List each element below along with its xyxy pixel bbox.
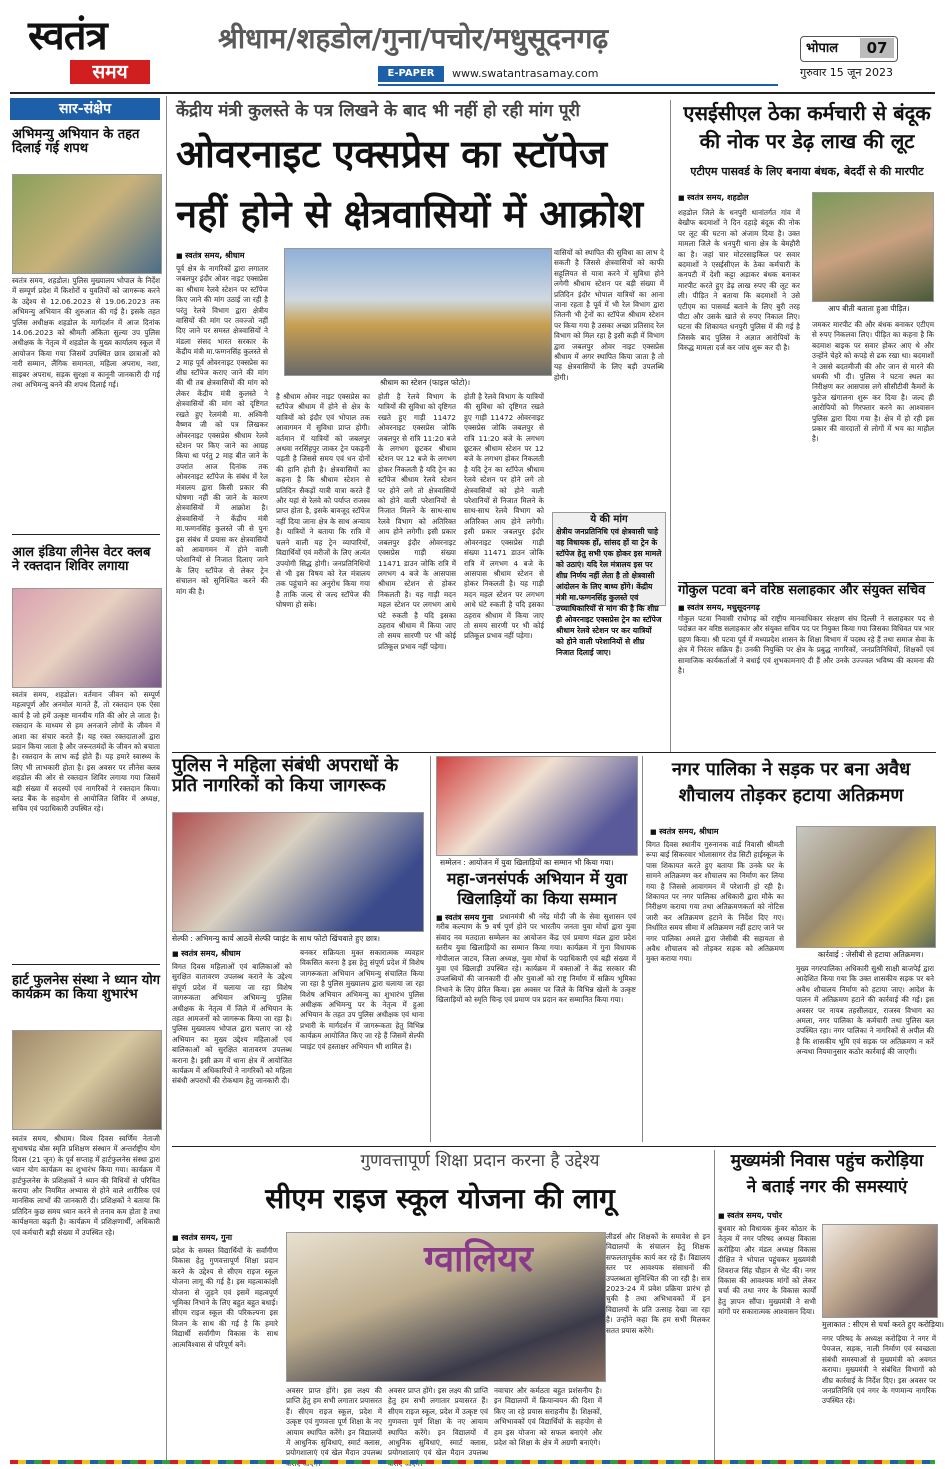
sidebar-photo-2 xyxy=(12,588,162,688)
kodiya-column-1: बुधवार को विधायक कुंवर कोठार के नेतृत्व में नगर परिषद अध्यक्ष विकास करोड़िया और मंडल अध्यक्ष विकास दीक्षित ने भोपाल पहुंचकर मुख्यमंत्री शिवराज सिंह चौहान से भेंट की। नगर विकास की आवश्यक मांगों को लेकर चर्चा की तथा नगर के विकास कार्यों हेतु ज्ञापन सौंपा। मुख्यमंत्री ने सभी मांगों पर सकारात्मक आश्वासन दिया। xyxy=(718,1224,816,1317)
sidebar-headline-2: आल इंडिया लीनेस वेटर क्लब ने रक्तदान शिविर लगाया xyxy=(12,545,151,575)
section-divider xyxy=(172,1146,936,1147)
robbery-subhead: एटीएम पासवर्ड के लिए बनाया बंधक, बेदर्दी से की मारपीट xyxy=(690,165,924,178)
lead-kicker: केंद्रीय मंत्री कुलस्ते के पत्र लिखने के बाद भी नहीं हो रही मांग पूरी xyxy=(176,101,580,121)
kodiya-column-2: नगर परिषद के अध्यक्ष करोड़िया ने नगर में पेयजल, सड़क, नाली निर्माण एवं स्वच्छता संबंधी समस्याओं से मुख्यमंत्री को अवगत कराया। मुख्यमंत्री ने संबंधित विभागों को शीघ्र कार्रवाई के निर्देश दिए। इस अवसर पर जनप्रतिनिधि एवं नगर के गणमान्य नागरिक उपस्थित रहे। xyxy=(822,1334,936,1406)
lead-headline-1: ओवरनाइट एक्सप्रेस का स्टॉपेज xyxy=(176,132,608,176)
logo-top: स्वतंत्र xyxy=(28,13,107,59)
lead-column-3: होती है रेलवे विभाग के यात्रियों की सुविधा को दृष्टिगत रखते हुए गाड़ी 11472 ओवरनाइट एक्सप्रेस जोकि जबलपुर से रात्रि 11:20 बजे के लगभग छूटकर श्रीधाम स्टेशन पर 12 बजे के लगभग होकर निकलती है यदि ट्रेन का स्टॉपेज श्रीधाम रेलवे स्टेशन पर होने लगे तो क्षेत्रवासियों को होने वाली परेशानियों से निजात मिलने के साथ-साथ रेलवे विभाग को अतिरिक्त आय होने लगेगी। इसी प्रकार जबलपुर इंदौर ओवरनाइट एक्सप्रेस गाड़ी संख्या 11471 डाउन जोकि रात्रि में लगभग 4 बजे के आसपास श्रीधाम स्टेशन से होकर निकलती है। यह गाड़ी मदन महल स्टेशन पर लगभग आधे घंटे रुकती है यदि इसका ठहराव श्रीधाम में किया जाए तो समय सारणी पर भी कोई प्रतिकूल प्रभाव नहीं पड़ेगा। xyxy=(378,392,456,651)
lead-photo xyxy=(284,248,552,376)
section-divider xyxy=(172,752,936,753)
robbery-headline-2: की नोक पर डेढ़ लाख की लूट xyxy=(699,129,915,153)
youth-photo-caption: सम्मेलन : आयोजन में युवा खिलाड़ियों का सम्मान भी किया गया। xyxy=(440,858,614,867)
lead-byline: ■ स्वतंत्र समय, श्रीधाम xyxy=(176,250,245,262)
website-link[interactable]: www.swatantrasamay.com xyxy=(452,67,599,80)
cmrise-kicker: गुणवत्तापूर्ण शिक्षा प्रदान करना है उद्देश्य xyxy=(360,1151,600,1171)
column-divider xyxy=(714,1150,715,1460)
gokul-text: गोकुल पटवा निवासी राघोगढ़ को राष्ट्रीय मानवाधिकार संरक्षण संघ दिल्ली ने सलाहकार पद से पदोन्नत कर वरिष्ठ सलाहकार और संयुक्त सचिव पद पर नियुक्त किया गया जिसका विधिवत पत्र भार ग्रहण किया। श्री पटवा पूर्व में मध्यप्रदेश शासन के शिक्षा विभाग में पदस्थ रहे हैं तथा समाज सेवा के क्षेत्र में निरंतर सक्रिय हैं। उनकी नियुक्ति पर क्षेत्र के प्रबुद्ध नागरिकों, जनप्रतिनिधियों, शिक्षकों एवं सामाजिक कार्यकर्ताओं ने बधाई एवं शुभकामनाएं दी हैं और उनके उज्ज्वल भविष्य की कामना की है। xyxy=(678,614,934,676)
youth-byline: ■ स्वतंत्र समय गुना xyxy=(436,912,493,924)
edition-cities: श्रीधाम/शहडोल/गुना/पचोर/मधुसूदनगढ़ xyxy=(218,22,609,55)
youth-headline-1: महा-जनसंपर्क अभियान में युवा xyxy=(446,869,628,888)
cmrise-column-3: नवाचार और कर्मठता बहुत प्रशंसनीय है। इन विद्यालयों में क्रियान्वयन की दिशा में किए जा रहे प्रयास सराहनीय हैं। शिक्षकों, अभिभावकों एवं विद्यार्थियों के सहयोग से हम इस योजना को सफल बनाएंगे और प्रदेश को शिक्षा के क्षेत्र में अग्रणी बनाएंगे। xyxy=(494,1386,602,1448)
robbery-photo-caption: आप बीती बताता हुआ पीड़ित। xyxy=(828,304,910,313)
robbery-photo xyxy=(812,192,934,302)
lead-column-4: वासियों को स्थापित की सुविधा का लाभ दे सकती है जिससे क्षेत्रवासियों को काफी सहूलियत से यात्रा करने में सुविधा होने लगेगी श्रीधाम स्टेशन पर बड़ी संख्या में प्रतिदिन इंदौर भोपाल यात्रियों का आना जाना रहता है पूर्व में भी रेल विभाग द्वारा जितनी भी ट्रेनों का स्टॉपेज श्रीधाम स्टेशन पर किया गया है उसका अच्छा प्रतिसाद रेल विभाग को मिल रहा है इसी कड़ी में विभाग द्वारा जबलपुर ओवर नाइट एक्सप्रेस श्रीधाम में अगर स्थापित किया जाता है तो यह क्षेत्रवासियों के लिए बड़ी उपलब्धि होगी। xyxy=(554,248,664,382)
demand-box-title: ये की मांग xyxy=(590,514,628,525)
encroach-column-1: विगत दिवस स्थानीय गुरुनानक वार्ड निवासी श्रीमती रूपा बाई सिकरवार भोलासागर रोड सिटी हाईस्कूल के पास शिकायत करते हुए बताया कि उनके घर के सामने अतिक्रमण कर शौचालय का निर्माण कर लिया गया है जिससे आवागमन में परेशानी हो रही है। शिकायत पर नगर पालिका अधिकारी द्वारा मौके का निरीक्षण कराया गया तथा अतिक्रमणकर्ता को नोटिस जारी कर अतिक्रमण हटाने के निर्देश दिए गए। निर्धारित समय सीमा में अतिक्रमण नहीं हटाए जाने पर नगर पालिका अमले द्वारा जेसीबी की सहायता से अवैध शौचालय को तोड़कर सड़क को अतिक्रमण मुक्त कराया गया। xyxy=(646,840,784,964)
kodiya-photo xyxy=(822,1224,938,1318)
edition-name: भोपाल xyxy=(806,41,839,56)
police-photo xyxy=(172,812,424,932)
sidebar-text-1: स्वतंत्र समय, शहडोल। पुलिस मुख्यालय भोपाल के निर्देश में सम्पूर्ण प्रदेश में किशोरों व युवतियों को जागरूक करने के उद्देश्य से 12.06.2023 से 19.06.2023 तक अभिमन्यु अभियान की शुरुआत की गई है। इसके तहत पुलिस अधीक्षक शहडोल के मार्गदर्शन में आज दिनांक 14.06.2023 को श्रीमती अंकिता सुल्या उप पुलिस अधीक्षक के नेतृत्व में शहडोल के मुख्य कार्यालय स्कूल में आयोजन किया गया जिसमें उपस्थित छात्र छात्राओं को नारी सम्मान, लैंगिक समानता, महिला अपराध, नशा, साइबर अपराध, सड़क सुरक्षा व कानूनी जानकारी दी गई तथा अभिमन्यु बनने की शपथ दिलाई गई। xyxy=(12,276,160,390)
cmrise-column-2: अवसर प्राप्त होंगे। इस लक्ष्य की प्राप्ति हेतु हम सभी लगातार प्रयासरत हैं। सीएम राइज स्कूल, प्रदेश में उत्कृष्ट एवं गुणवत्ता पूर्ण शिक्षा के नए आयाम स्थापित करेंगे। इन विद्यालयों में आधुनिक सुविधाएं, स्मार्ट क्लास, प्रयोगशालाएं एवं खेल मैदान उपलब्ध xyxy=(286,1386,382,1458)
robbery-column-2: जमकर मारपीट की और बंधक बनाकर एटीएम से रुपए निकलवा लिए। पीड़ित का कहना है कि बदमाश बाइक पर सवार होकर आए थे और उन्होंने चेहरे को कपड़े से ढक रखा था। बदमाशों ने उससे बदतमीजी की और जान से मारने की धमकी भी दी। पुलिस ने घटना स्थल का निरीक्षण कर आसपास लगे सीसीटीवी कैमरों के फुटेज खंगालना शुरू कर दिया है। जल्द ही आरोपियों को गिरफ्तार करने का आश्वासन पुलिस द्वारा दिया गया है। क्षेत्र में हो रही इस प्रकार की वारदातों से लोगों में भय का माहौल है। xyxy=(812,320,934,444)
masthead-rule xyxy=(378,84,778,86)
encroach-photo xyxy=(796,826,936,948)
police-headline: पुलिस ने महिला संबंधी अपराधों के प्रति नागरिकों को किया जागरूक xyxy=(172,755,399,796)
logo-bottom: समय xyxy=(70,60,150,84)
lead-headline-2: नहीं होने से क्षेत्रवासियों में आक्रोश xyxy=(176,192,644,236)
police-byline: ■ स्वतंत्र समय, श्रीधाम xyxy=(172,948,241,960)
robbery-headline-1: एसईसीएल ठेका कर्मचारी से बंदूक xyxy=(683,101,931,125)
kodiya-byline: ■ स्वतंत्र समय, पचोर xyxy=(718,1210,782,1222)
cmrise-headline: सीएम राइज स्कूल योजना की लागू xyxy=(265,1182,615,1215)
youth-headline-2: खिलाड़ियों का किया सम्मान xyxy=(457,889,617,908)
column-divider xyxy=(670,100,671,752)
youth-text: प्रधानमंत्री श्री नरेंद्र मोदी जी के सेवा सुशासन एवं गरीब कल्याण के 9 वर्ष पूर्ण होने पर भारतीय जनता युवा मोर्चा द्वारा युवा संवाद नव मतदाता सम्मेलन का आयोजन केंद्र एवं प्रमाण मंडल द्वारा प्रदेश स्तरीय युवा खिलाड़ियों का सम्मान किया गया। कार्यक्रम में गुना विधायक गोपीलाल जाटव, जिला अध्यक्ष, युवा मोर्चा के पदाधिकारी एवं बड़ी संख्या में युवा एवं खिलाड़ी उपस्थित रहे। कार्यक्रम में वक्ताओं ने केंद्र सरकार की उपलब्धियों की जानकारी दी और युवाओं को राष्ट्र निर्माण में सक्रिय भूमिका निभाने के लिए प्रेरित किया। इस अवसर पर जिले के विभिन्न खेलों के उत्कृष्ट खिलाड़ियों को स्मृति चिन्ह एवं प्रमाण पत्र प्रदान कर सम्मानित किया गया। xyxy=(436,912,636,1005)
gokul-headline: गोकुल पटवा बने वरिष्ठ सलाहकार और संयुक्त सचिव xyxy=(678,583,926,598)
gokul-byline: ■ स्वतंत्र समय, मधुसूदनगढ़ xyxy=(678,602,760,614)
kodiya-headline-1: मुख्यमंत्री निवास पहुंच करोड़िया xyxy=(730,1151,924,1171)
cmrise-byline: ■ स्वतंत्र समय, गुना xyxy=(172,1232,232,1244)
page-number: 07 xyxy=(860,38,894,58)
encroach-photo-caption: कार्रवाई : जेसीबी से हटाया अतिक्रमण। xyxy=(818,950,924,959)
cmrise-banner-text: ग्वालियर xyxy=(424,1239,533,1280)
robbery-byline: ■ स्वतंत्र समय, शहडोल xyxy=(678,192,749,204)
sidebar-divider xyxy=(12,964,160,965)
lead-column-3b: होती है रेलवे विभाग के यात्रियों की सुविधा को दृष्टिगत रखते हुए गाड़ी 11472 ओवरनाइट एक्सप्रेस जोकि जबलपुर से रात्रि 11:20 बजे के लगभग छूटकर श्रीधाम स्टेशन पर 12 बजे के लगभग होकर निकलती है यदि ट्रेन का स्टॉपेज श्रीधाम रेलवे स्टेशन पर होने लगे तो क्षेत्रवासियों को होने वाली परेशानियों से निजात मिलने के साथ-साथ रेलवे विभाग को अतिरिक्त आय होने लगेगी। इसी प्रकार जबलपुर इंदौर ओवरनाइट एक्सप्रेस गाड़ी संख्या 11471 डाउन जोकि रात्रि में लगभग 4 बजे के आसपास श्रीधाम स्टेशन से होकर निकलती है। यह गाड़ी मदन महल स्टेशन पर लगभग आधे घंटे रुकती है यदि इसका ठहराव श्रीधाम में किया जाए तो समय सारणी पर भी कोई प्रतिकूल प्रभाव नहीं पड़ेगा। xyxy=(464,392,544,641)
police-column-2: बनकर सक्रियता मुक्त सकारात्मक व्यवहार विकसित करना है इस हेतु संपूर्ण प्रदेश में विशेष जागरूकता अभियान अभिमन्यु संचालित किया जा रहा है पुलिस मुख्यालय द्वारा चलाया जा रहा विशेष अभियान अभिमन्यु का शुभारंभ पुलिस अधीक्षक अभिमन्यु पर के नेतृत्व में हुआ अभियान के तहत उप पुलिस अधीक्षक एवं थाना प्रभारी के मार्गदर्शन में जागरूकता हेतु विभिन्न कार्यक्रम आयोजित किए जा रहे हैं जिसमें सेल्फी प्वाइंट एवं हस्ताक्षर अभियान भी शामिल है। xyxy=(300,948,424,1051)
registration-strip xyxy=(10,1460,935,1464)
cmrise-column-4: लीडर्स और शिक्षकों के समावेश से इन विद्यालयों के संचालन हेतु शिक्षक सफलतापूर्वक कार्य कर रहे हैं। विद्यालय स्तर पर आवश्यक संसाधनों की उपलब्धता सुनिश्चित की जा रही है। सत्र 2023-24 में प्रवेश प्रक्रिया प्रारंभ हो चुकी है तथा अभिभावकों में इन विद्यालयों के प्रति उत्साह देखा जा रहा है। उन्होंने कहा कि हम सभी मिलकर सतत प्रयास करेंगे। xyxy=(606,1232,710,1335)
header-divider xyxy=(10,92,935,94)
column-divider xyxy=(430,756,431,1142)
police-column-1: विगत दिवस महिलाओं एवं बालिकाओं को सुरक्षित वातावरण उपलब्ध कराने के उद्देश्य संपूर्ण प्रदेश में चलाया जा रहा विशेष जागरूकता अभियान अभिमन्यु पुलिस अधीक्षक के नेतृत्व में जिले में अभियान के तहत आमजनों को जागरूक किया जा रहा है। पुलिस मुख्यालय भोपाल द्वारा चलाए जा रहे अभियान का मुख्य उद्देश्य महिलाओं एवं बालिकाओं को सुरक्षित वातावरण उपलब्ध कराना है। इसी क्रम में थाना क्षेत्र में आयोजित कार्यक्रम में अधिकारियों ने नागरिकों को महिला संबंधी अपराधों की रोकथाम हेतु जानकारी दी। xyxy=(172,962,292,1086)
encroach-column-2: मुख्य नगरपालिका अधिकारी सुश्री साक्षी बाजपेई द्वारा आदेशित किया गया कि उक्त शासकीय सड़क पर बने अवैध शौचालय निर्माण को हटाया जाए। आदेश के पालन में अतिक्रमण हटाने की कार्रवाई की गई। इस अवसर पर नायब तहसीलदार, राजस्व विभाग का अमला, नगर पालिका के कर्मचारी तथा पुलिस बल उपस्थित रहा। नगर पालिका ने नागरिकों से अपील की है कि शासकीय भूमि एवं सड़क पर अतिक्रमण न करें अन्यथा नियमानुसार कठोर कार्रवाई की जाएगी। xyxy=(796,964,934,1057)
column-divider xyxy=(642,756,643,1142)
robbery-column-1: शहडोल जिले के धनपुरी थानांतर्गत गांव में बेखौफ बदमाशों ने दिन दहाड़े बंदूक की नोक पर लूट की घटना को अंजाम दिया है। उक्त मामला जिले के धनपुरी थाना क्षेत्र के बेमहौरी का है। जहां चार मोटरसाइकिल पर सवार बदमाशों ने एसईसीएल के ठेका कर्मचारी के कनपटी में देशी कट्टा अड़ाकर बंधक बनाकर मारपीट करते हुए डेढ़ लाख रुपए की लूट कर ली। पीड़ित ने बताया कि बदमाशों ने उसे एटीएम का पासवर्ड बताने के लिए बुरी तरह पीटा और उसके खाते से रुपए निकाल लिए। घटना की शिकायत धनपुरी पुलिस में की गई है जिसके बाद पुलिस ने अज्ञात आरोपियों के विरुद्ध मामला दर्ज कर जांच शुरू कर दी है। xyxy=(678,208,800,353)
sidebar-photo-1 xyxy=(12,174,162,274)
masthead xyxy=(0,0,945,92)
encroach-headline-2: शौचालय तोड़कर हटाया अतिक्रमण xyxy=(678,785,904,806)
column-divider xyxy=(166,96,167,1460)
lead-photo-caption: श्रीधाम का स्टेशन (फाइल फोटो)। xyxy=(380,378,471,387)
kodiya-headline-2: ने बताई नगर की समस्याएं xyxy=(746,1177,908,1197)
sidebar-photo-3 xyxy=(12,1030,162,1130)
epaper-label[interactable]: E-PAPER xyxy=(378,66,444,82)
issue-date: गुरुवार 15 जून 2023 xyxy=(800,66,893,79)
sidebar-divider xyxy=(12,534,160,535)
police-photo-caption: सेल्फी : अभिमन्यु कार्य आठवें सेल्फी प्वाइंट के साथ फोटो खिंचवाते हुए छात्र। xyxy=(172,934,380,943)
sidebar-title: सार-संक्षेप xyxy=(10,98,160,120)
youth-photo xyxy=(436,756,638,856)
demand-box xyxy=(552,512,666,657)
lead-column-2: है श्रीधाम ओवर नाइट एक्सप्रेस का स्टॉपेज श्रीधाम में होने से क्षेत्र के यात्रियों को इंदौर एवं भोपाल तक आवागमन में सुविधा प्राप्त होगी। वर्तमान में यात्रियों को जबलपुर अथवा नरसिंहपुर जाकर ट्रेन पकड़नी पड़ती है जिससे समय एवं धन दोनों की हानि होती है। क्षेत्रवासियों का कहना है कि श्रीधाम स्टेशन से प्रतिदिन सैकड़ों यात्री यात्रा करते हैं और यहां से रेलवे को पर्याप्त राजस्व प्राप्त होता है, इसके बावजूद स्टॉपेज नहीं दिया जाना क्षेत्र के साथ अन्याय है। यात्रियों ने बताया कि रात्रि में चलने वाली यह ट्रेन व्यापारियों, विद्यार्थियों एवं मरीजों के लिए अत्यंत उपयोगी सिद्ध होगी। जनप्रतिनिधियों से भी इस विषय को रेल मंत्रालय तक पहुंचाने का अनुरोध किया गया है ताकि जल्द से जल्द स्टॉपेज की घोषणा हो सके। xyxy=(276,392,370,610)
lead-column-1: पूर्व क्षेत्र के नागरिकों द्वारा लगातार जबलपुर इंदौर ओवर नाइट एक्सप्रेस का श्रीधाम रेलवे स्टेशन पर स्टॉपेज किए जाने की मांग उठाई जा रही है परंतु रेलवे विभाग द्वारा क्षेत्रीय वासियों की मांग पर तवज्जो नहीं दिए जाने पर समस्त क्षेत्रवासियों ने मंडला संसद भारत सरकार के केंद्रीय मंत्री मा.फग्गनसिंह कुलस्ते से 2 माह पूर्व ओवरनाइट एक्सप्रेस का शीघ्र स्टॉपेज कराए जाने की मांग की थी तब क्षेत्रवासियों की मांग को लेकर केंद्रीय मंत्री कुलस्ते ने क्षेत्रवासियों की मांग को दृष्टिगत रखते हुए रेलमंत्री मा. अश्विनी वैष्णव जी को पत्र लिखकर ओवरनाइट एक्सप्रेस श्रीधाम रेलवे स्टेशन पर किए जाने का आग्रह किया था परंतु 2 माह बीत जाने के उपरांत आज दिनांक तक ओवरनाइट स्टॉपेज के संबंध में रेल मंत्रालय द्वारा किसी प्रकार की घोषणा नहीं की जाने के कारण क्षेत्रवासियों में आक्रोश है। क्षेत्रवासियों ने केंद्रीय मंत्री मा.फग्गनसिंह कुलस्ते जी से पुनः इस संबंध में प्रयास कर क्षेत्रवासियों को आवागमन में होने वाली परेशानियों से निजात दिलाए जाने के लिए स्टॉपेज से लेकर ट्रेन संचालन को सुनिश्चित करने की मांग की है। xyxy=(176,264,268,596)
kodiya-photo-caption: मुलाकात : सीएम से चर्चा करते हुए करोड़िया। xyxy=(822,1320,944,1329)
sidebar-headline-1: अभिमन्यु अभियान के तहत दिलाई गई शपथ xyxy=(12,127,140,157)
encroach-byline: ■ स्वतंत्र समय, श्रीधाम xyxy=(650,826,719,838)
sidebar-text-2: स्वतंत्र समय, शहडोल। वर्तमान जीवन को सम्पूर्ण महत्वपूर्ण और अनमोल मानते हैं, तो रक्तदान एक ऐसा कार्य है जो हमें उत्कृष्ट मानवीय गति की ओर ले जाता है। रक्तदान के माध्यम से हम अनजाने लोगों के जीवन में आशा का संचार करते हैं। यह रक्त रक्तदाताओं द्वारा प्रदान किया जाता है और जरूरतमंदों के जीवन को बचाता है। रक्तदान के लाभ कई होते हैं। यह हमारे स्वास्थ्य के लिए भी लाभकारी होता है। इस अवसर पर लीनेस क्लब शहडोल की ओर से रक्तदान शिविर लगाया गया जिसमें बड़ी संख्या में सदस्यों एवं नागरिकों ने रक्तदान किया। ब्लड बैंक के सहयोग से आयोजित शिविर में अध्यक्ष, सचिव एवं पदाधिकारी उपस्थित रहे। xyxy=(12,690,160,814)
sidebar-headline-3: हार्ट फुलनेस संस्था ने ध्यान योग कार्यक्रम का किया शुभारंभ xyxy=(12,973,161,1003)
cmrise-column-2b: अवसर प्राप्त होंगे। इस लक्ष्य की प्राप्ति हेतु हम सभी लगातार प्रयासरत हैं। सीएम राइज स्कूल, प्रदेश में उत्कृष्ट एवं गुणवत्ता पूर्ण शिक्षा के नए आयाम स्थापित करेंगे। इन विद्यालयों में आधुनिक सुविधाएं, स्मार्ट क्लास, प्रयोगशालाएं एवं खेल मैदान उपलब्ध xyxy=(388,1386,488,1458)
cmrise-column-1: प्रदेश के समस्त विद्यार्थियों के सर्वांगीण विकास हेतु गुणवत्तापूर्ण शिक्षा प्रदान करने के उद्देश्य से सीएम राइज स्कूल योजना लागू की गई है। इस महत्वाकांक्षी योजना से जुड़ने एवं इसमें महत्वपूर्ण भूमिका निभाने के लिए बहुत बहुत बधाई। सीएम राइज स्कूल की परिकल्पना इस विजन के साथ की गई है कि हमारे विद्यार्थी सर्वांगीण विकास के साथ आत्मविश्वास से परिपूर्ण बनें। xyxy=(172,1246,278,1349)
demand-box-text: क्षेत्रीय जनप्रतिनिधि एवं क्षेत्रवासी चाहे वह विधायक हों, सांसद हों या ट्रेन के स्टॉपेज हेतु सभी एक होकर इस मामले को उठाएं। यदि रेल मंत्रालय इस पर शीघ्र निर्णय नहीं लेता है तो क्षेत्रवासी आंदोलन के लिए बाध्य होंगे। केंद्रीय मंत्री मा.फग्गनसिंह कुलस्ते एवं उच्चाधिकारियों से मांग की है कि शीघ्र ही ओवरनाइट एक्सप्रेस ट्रेन का स्टॉपेज श्रीधाम रेलवे स्टेशन पर कर यात्रियों को होने वाली परेशानियों से शीघ्र निजात दिलाई जाए। xyxy=(556,527,662,657)
encroach-headline-1: नगर पालिका ने सड़क पर बना अवैध xyxy=(671,759,911,780)
sidebar-text-3: स्वतंत्र समय, श्रीधाम। विश्व दिवस स्वर्णिम नेताजी सुभाषचंद्र बोस स्मृति प्रशिक्षण संस्थान में अन्तर्राष्ट्रीय योग दिवस (21 जून) के पूर्व सप्ताह में हार्टफुलनेस संस्था द्वारा ध्यान योग कार्यक्रम का शुभारंभ किया गया। कार्यक्रम में हार्टफुलनेस के प्रशिक्षकों ने ध्यान की विधियों से परिचित कराया और नियमित अभ्यास से होने वाले शारीरिक एवं मानसिक लाभों की जानकारी दी। प्रशिक्षकों ने बताया कि प्रतिदिन कुछ समय ध्यान करने से तनाव कम होता है तथा कार्यक्षमता बढ़ती है। कार्यक्रम में प्रशिक्षणार्थी, अधिकारी एवं कर्मचारी बड़ी संख्या में उपस्थित रहे। xyxy=(12,1134,160,1237)
